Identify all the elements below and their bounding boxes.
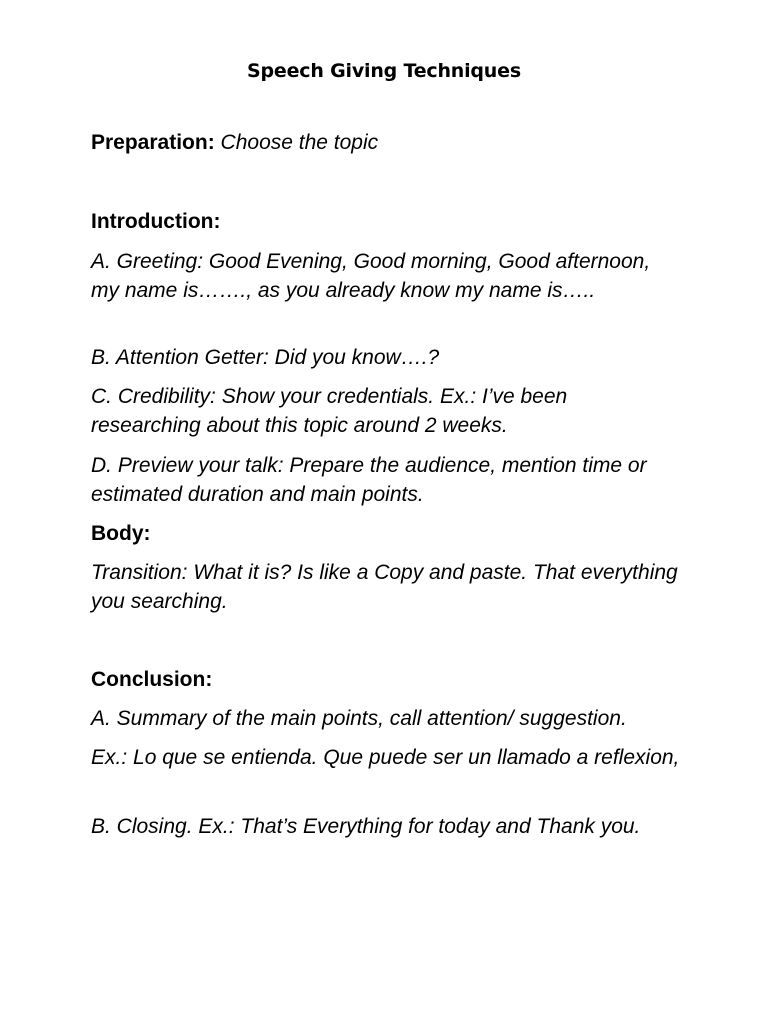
introduction-item-credibility: C. Credibility: Show your credentials. Ex.: I’ve been researching about this topic around 2 weeks. [91,385,568,437]
body-item-transition: Transition: What it is? Is like a Copy and paste. That everything you searching. [91,561,678,613]
introduction-item-greeting: A. Greeting: Good Evening, Good morning, Good afternoon, my name is……., as you already know my name is….. [91,250,651,302]
introduction-item-attention-getter: B. Attention Getter: Did you know….? [91,346,440,369]
body-heading: Body: [91,522,151,545]
document-title: Speech Giving Techniques [247,60,521,82]
conclusion-heading: Conclusion: [91,668,213,691]
introduction-item-preview: D. Preview your talk: Prepare the audience, mention time or estimated duration and main points. [91,454,647,506]
preparation-line [91,128,681,157]
conclusion-item-example: Ex.: Lo que se entienda. Que puede ser un llamado a reflexion, [91,746,680,769]
conclusion-item-summary: A. Summary of the main points, call attention/ suggestion. [91,707,627,730]
conclusion-item-closing: B. Closing. Ex.: That’s Everything for today and Thank you. [91,815,641,838]
preparation-text: Choose the topic [220,131,379,154]
introduction-heading: Introduction: [91,210,221,233]
preparation-label: Preparation: [91,131,215,154]
